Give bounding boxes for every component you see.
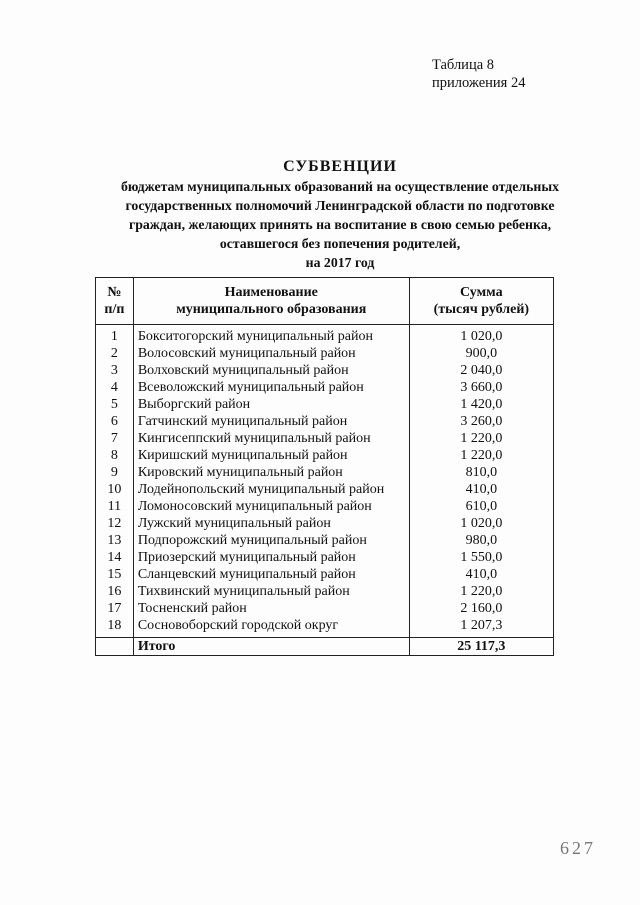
municipality-name: Сосновоборский городской округ xyxy=(133,617,409,638)
subvention-amount: 1 220,0 xyxy=(409,447,553,464)
table-row xyxy=(96,396,554,413)
table-row xyxy=(96,617,554,638)
table-row xyxy=(96,549,554,566)
table-row xyxy=(96,362,554,379)
row-number: 17 xyxy=(96,600,134,617)
row-number: 6 xyxy=(96,413,134,430)
table-row xyxy=(96,464,554,481)
row-number: 15 xyxy=(96,566,134,583)
subvention-amount: 1 220,0 xyxy=(409,583,553,600)
row-number: 9 xyxy=(96,464,134,481)
page-number-stamp: 627 xyxy=(560,838,596,858)
subvention-amount: 3 260,0 xyxy=(409,413,553,430)
document-title xyxy=(90,157,590,272)
subvention-amount: 3 660,0 xyxy=(409,379,553,396)
column-header-number: № п/п xyxy=(96,278,134,325)
row-number: 2 xyxy=(96,345,134,362)
table-row xyxy=(96,447,554,464)
row-number: 14 xyxy=(96,549,134,566)
table-reference xyxy=(432,56,525,92)
subvention-amount: 410,0 xyxy=(409,566,553,583)
row-number: 13 xyxy=(96,532,134,549)
row-number: 16 xyxy=(96,583,134,600)
total-label: Итого xyxy=(133,638,409,656)
subvention-amount: 410,0 xyxy=(409,481,553,498)
row-number: 3 xyxy=(96,362,134,379)
row-number: 4 xyxy=(96,379,134,396)
municipality-name: Волховский муниципальный район xyxy=(133,362,409,379)
subvention-amount: 980,0 xyxy=(409,532,553,549)
subvention-amount: 1 420,0 xyxy=(409,396,553,413)
row-number: 5 xyxy=(96,396,134,413)
table-row xyxy=(96,498,554,515)
title-line: на 2017 год xyxy=(305,255,375,270)
table-row xyxy=(96,481,554,498)
title-line: граждан, желающих принять на воспитание в свою семью ребенка, xyxy=(128,217,552,232)
table-row xyxy=(96,325,554,346)
subvention-amount: 1 550,0 xyxy=(409,549,553,566)
subventions-table xyxy=(95,277,554,656)
title-line: государственных полномочий Ленинградской области по подготовке xyxy=(125,198,555,213)
table-row xyxy=(96,515,554,532)
column-header-sum: Сумма (тысяч рублей) xyxy=(409,278,553,325)
municipality-name: Тихвинский муниципальный район xyxy=(133,583,409,600)
municipality-name: Лодейнопольский муниципальный район xyxy=(133,481,409,498)
municipality-name: Выборгский район xyxy=(133,396,409,413)
subvention-amount: 1 020,0 xyxy=(409,515,553,532)
appendix-number: приложения 24 xyxy=(432,75,526,91)
subvention-amount: 1 220,0 xyxy=(409,430,553,447)
table-row xyxy=(96,600,554,617)
municipality-name: Подпорожский муниципальный район xyxy=(133,532,409,549)
table-row xyxy=(96,566,554,583)
subvention-amount: 900,0 xyxy=(409,345,553,362)
subvention-amount: 2 040,0 xyxy=(409,362,553,379)
municipality-name: Бокситогорский муниципальный район xyxy=(133,325,409,346)
table-row xyxy=(96,532,554,549)
municipality-name: Всеволожский муниципальный район xyxy=(133,379,409,396)
table-row xyxy=(96,430,554,447)
title-main: СУБВЕНЦИИ xyxy=(283,158,397,175)
municipality-name: Киришский муниципальный район xyxy=(133,447,409,464)
municipality-name: Кингисеппский муниципальный район xyxy=(133,430,409,447)
title-line: бюджетам муниципальных образований на осуществление отдельных xyxy=(120,179,560,194)
total-number-cell xyxy=(96,638,134,656)
row-number: 12 xyxy=(96,515,134,532)
table-row xyxy=(96,583,554,600)
subvention-amount: 1 020,0 xyxy=(409,325,553,346)
row-number: 10 xyxy=(96,481,134,498)
table-number: Таблица 8 xyxy=(432,57,495,73)
row-number: 7 xyxy=(96,430,134,447)
total-row xyxy=(96,638,554,656)
municipality-name: Ломоносовский муниципальный район xyxy=(133,498,409,515)
row-number: 11 xyxy=(96,498,134,515)
table-row xyxy=(96,345,554,362)
municipality-name: Сланцевский муниципальный район xyxy=(133,566,409,583)
row-number: 8 xyxy=(96,447,134,464)
subvention-amount: 2 160,0 xyxy=(409,600,553,617)
municipality-name: Волосовский муниципальный район xyxy=(133,345,409,362)
column-header-name: Наименование муниципального образования xyxy=(133,278,409,325)
table-row xyxy=(96,413,554,430)
subvention-amount: 610,0 xyxy=(409,498,553,515)
row-number: 1 xyxy=(96,325,134,346)
table-row xyxy=(96,379,554,396)
municipality-name: Лужский муниципальный район xyxy=(133,515,409,532)
subvention-amount: 810,0 xyxy=(409,464,553,481)
total-amount: 25 117,3 xyxy=(409,638,553,656)
municipality-name: Гатчинский муниципальный район xyxy=(133,413,409,430)
municipality-name: Тосненский район xyxy=(133,600,409,617)
title-line: оставшегося без попечения родителей, xyxy=(219,236,461,251)
row-number: 18 xyxy=(96,617,134,638)
municipality-name: Приозерский муниципальный район xyxy=(133,549,409,566)
table-header-row xyxy=(96,278,554,325)
municipality-name: Кировский муниципальный район xyxy=(133,464,409,481)
subvention-amount: 1 207,3 xyxy=(409,617,553,638)
